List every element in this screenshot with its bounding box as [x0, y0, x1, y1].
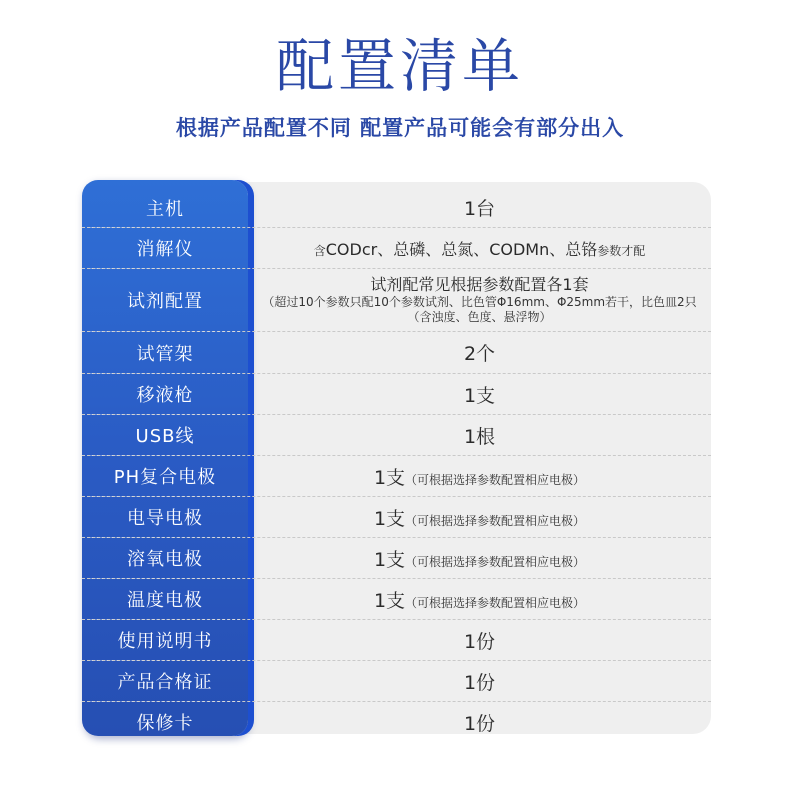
- table-row: [82, 188, 711, 228]
- table-row: [82, 661, 711, 702]
- table-row: [82, 497, 711, 538]
- row-label: 主机: [82, 188, 248, 227]
- row-value-suffix: （可根据选择参数配置相应电极）: [405, 595, 586, 610]
- row-value: [248, 237, 711, 260]
- table-row: [82, 702, 711, 742]
- row-value-suffix: （可根据选择参数配置相应电极）: [405, 513, 586, 528]
- row-label: 试剂配置: [82, 269, 248, 331]
- row-value-main: 1支: [373, 589, 406, 612]
- row-label: 使用说明书: [82, 620, 248, 660]
- row-value: 1份: [463, 671, 496, 694]
- row-value: 1根: [463, 425, 496, 448]
- row-label: PH复合电极: [82, 456, 248, 496]
- table-row: [82, 579, 711, 620]
- row-label: 产品合格证: [82, 661, 248, 701]
- table-row: [82, 269, 711, 332]
- row-value-main: 1支: [373, 507, 406, 530]
- table-row: [82, 374, 711, 415]
- row-label: 移液枪: [82, 374, 248, 414]
- row-value: [248, 586, 711, 613]
- row-label: 温度电极: [82, 579, 248, 619]
- config-table: [82, 188, 711, 742]
- row-value: [248, 545, 711, 572]
- row-value: 2个: [463, 343, 496, 365]
- row-value: [248, 504, 711, 531]
- page-subtitle: 根据产品配置不同 配置产品可能会有部分出入: [175, 116, 625, 140]
- row-value-prefix: 含: [313, 243, 326, 258]
- row-label: 试管架: [82, 332, 248, 373]
- table-row: [82, 228, 711, 269]
- row-value: 1支: [463, 384, 496, 407]
- table-row: [82, 538, 711, 579]
- row-value: [248, 275, 711, 325]
- row-value: 1份: [463, 630, 496, 653]
- row-value-suffix: （可根据选择参数配置相应电极）: [405, 554, 586, 569]
- row-value-main: 1支: [373, 548, 406, 571]
- row-label: 溶氧电极: [82, 538, 248, 578]
- table-row: [82, 415, 711, 456]
- table-row: [82, 620, 711, 661]
- row-value-main: CODcr、总磷、总氮、CODMn、总铬: [325, 239, 598, 259]
- row-value: 1份: [463, 712, 496, 735]
- row-value-main: 1支: [373, 466, 406, 489]
- row-value-suffix: （可根据选择参数配置相应电极）: [405, 472, 586, 487]
- row-value-main: 试剂配常见根据参数配置各1套: [370, 275, 589, 294]
- row-value: [248, 463, 711, 490]
- row-value-note: （超过10个参数只配10个参数试剂、比色管Φ16mm、Φ25mm若干，比色皿2只（含浊度、色度、悬浮物）: [262, 295, 697, 324]
- table-row: [82, 456, 711, 497]
- row-label: 电导电极: [82, 497, 248, 537]
- page-title: 配置清单: [275, 32, 524, 100]
- table-row: [82, 332, 711, 374]
- row-value: 1台: [463, 198, 496, 220]
- row-label: 保修卡: [136, 713, 194, 734]
- row-value-suffix: 参数才配: [597, 243, 646, 258]
- row-label: 消解仪: [82, 228, 248, 268]
- row-label: USB线: [82, 415, 248, 455]
